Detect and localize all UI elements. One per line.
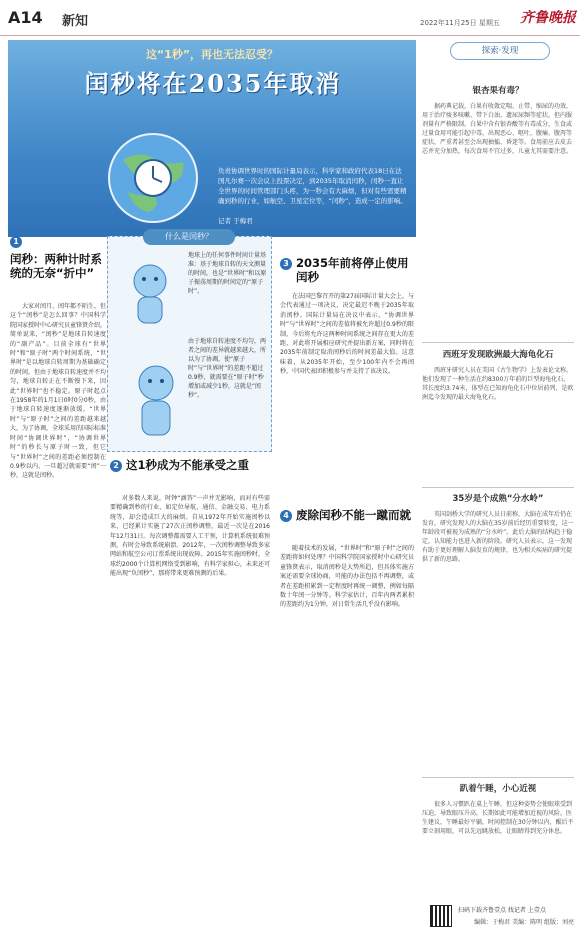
section-1-title: 闰秒：两种计时系统的无奈“折中” — [10, 252, 102, 280]
section-2-number: 2 — [110, 460, 122, 472]
brief-title-2: 西班牙发现欧洲最大海龟化石 — [442, 350, 554, 360]
section-4-number: 4 — [280, 510, 292, 522]
section-4-body: 随着技术的发展，“世界时”和“原子时”之间的差距将如何处理？中国科学院国家授时中心研究员童锋贤表示，取消闰秒是大势所趋，但具体实施方案还需要全球协商，可能的办法包括不再调整，或者在差距积累到一定程度时再统一调整，例如每隔数十年闰一分钟等。科学家估计，百年内两者累积的差距约为1分钟，对日常生活几乎没有影响。 — [280, 545, 414, 609]
reporter-byline: 记者 于梅君 — [218, 217, 253, 225]
box-label: 什么是闰秒？ — [143, 229, 235, 245]
qr-caption: 扫码下载齐鲁壹点 找记者 上壹点 — [458, 907, 546, 914]
box-text-1: 地球上的任何事件时间计量基准：基于地球自转的天文测量的时间，也是“世界时”和以原子振荡周期的时间定的“原子时”。 — [188, 252, 267, 295]
section-1-body: 大家对闰月、闰年都不陌生，但这个“闰秒”是怎么回事？中国科学院国家授时中心研究员童锋贤介绍，简单说来，“闰秒”是地球自转速度的“副产品”。目前全球有“世界时”和“原子时”两个时间系统，“世界时”是以地球自转周期为基础确定的时间，但由于地球自转速度并不均匀，地球自转正在不断慢下来，因此“世界时”也不稳定。原子时起点在1958年的1月1日0时0分0秒，由于地球自转速度逐渐放缓，“世界时”与“原子时”之间的差距越来越大，为了协调，全球采用的国际标准时间“协调世界时”，“协调世界时”的秒长与原子时一致，但它与“世界时”之间的差距必须控制在0.9秒以内，一旦超过就需要“闰”一秒，这就是闰秒。 — [10, 303, 106, 480]
brief-title-1: 银杏果有毒？ — [472, 86, 524, 96]
section-3-title: 2035年前将停止使用闰秒 — [296, 256, 409, 284]
summary-text: 负责协调世界时的国际计量局表示，科学家和政府代表18日在法国凡尔赛一次会议上投票决定，到2035年取消闰秒，闰秒一直让全世界的时间管理部门头疼，为一秒会有大麻烦，但对有些需要精确到秒的行业，如航空、卫星定位等，“闰秒”，造成一定的影响。 — [218, 167, 407, 205]
column-tab: 探索·发现 — [450, 42, 550, 60]
divider — [422, 487, 574, 488]
mascot-icon-2 — [126, 359, 186, 445]
brief-body-3: 英国剑桥大学的研究人员日前称，大脑在成年后仍在发育，研究发现人的大脑在35岁前后经历重要转变，这一年龄段可被视为成熟的“分水岭”。此后大脑的结构趋于稳定，认知能力也进入新的阶段。研究人员表示，这一发现有助于更好理解人脑发育的规律，也为相关疾病的研究提供了新的思路。 — [422, 511, 574, 563]
section-2-body: 对多数人来说，时钟“滴答”一声并无影响，而对有些需要精确到秒的行业，如定位导航、通信、金融交易、电力系统等，却会造成巨大的麻烦。自从1972年开始实施闰秒以来，已经累计实施了27次正闰秒调整，最近一次是在2016年12月31日。每次调整都需要人工干预，计算机系统很难预测，有时会导致系统崩溃。2012年，一次闰秒调整导致多家网站和航空公司订票系统出现故障。2015年实施闰秒时，全球约2000个计算机网络受到影响，有科学家担心，未来还可能出现“负闰秒”，那将带来更难预测的后果。 — [110, 495, 270, 578]
mascot-icon — [120, 259, 180, 331]
section-3-body: 在法国巴黎召开的第27届国际计量大会上，与会代表通过一项决议，决定最迟不晚于2035年取消闰秒。国际计量局在决议中表示，“协调世界时”与“世界时”之间的差值将被允许超过0.9秒的限制，今后将允许这两种时间系统之间存在更大的差距，对此将开展相应研究并提出新方案，同时将在2035年前制定取消闰秒后的时间差最大值。这意味着，从2035年开始，至少100年内不会再闰秒，中国代表团积极参与并支持了该决议。 — [280, 293, 414, 376]
section-3-number: 3 — [280, 258, 292, 270]
what-is-leap-second-box — [107, 232, 272, 452]
newspaper-logo: 齐鲁晚报 — [520, 10, 576, 26]
page-header — [0, 0, 580, 36]
divider — [422, 777, 574, 778]
brief-title-4: 趴着午睡，小心近视 — [459, 784, 537, 794]
issue-date: 2022年11月25日 星期五 — [420, 19, 500, 27]
editor-credits: 编辑：于梅君 美编：陈明 组版：刘亮 — [474, 919, 574, 926]
brief-title-3: 35岁是个成熟“分水岭” — [452, 494, 544, 504]
divider — [422, 342, 574, 343]
section-2-title: 这1秒成为不能承受之重 — [126, 458, 250, 472]
globe-clock-illustration — [98, 120, 213, 230]
section-1-number: 1 — [10, 236, 22, 248]
kicker: 这“1秒”，再也无法忍受？ — [145, 48, 279, 61]
page-number: A14 — [8, 8, 43, 27]
section-4-title: 废除闰秒不能一蹴而就 — [296, 508, 411, 522]
qr-code-icon[interactable] — [430, 905, 452, 927]
right-column — [420, 40, 576, 933]
brief-body-4: 很多人习惯趴在桌上午睡，但这种姿势会使眼球受到压迫，导致眼压升高，长期如此可能增加近视的风险。医生建议，午睡最好平躺，时间控制在30分钟以内，醒后不要立刻用眼，可以先远眺放松，让眼睛得到充分休息。 — [422, 801, 574, 835]
brief-body-1: 据药典记载，白果有收敛定喘、止带、缩尿的功效，用于治疗痰多咳嗽、带下白浊、遗尿尿频等症状，但内服剂量有严格限制。白果中含有银杏酸等有毒成分，生食或过量食用可能引起中毒，出现恶心、呕吐、腹痛、腹泻等症状，严重者甚至会出现抽搐、昏迷等。食用前应去皮去芯并充分加热，每次食用不宜过多，儿童尤其需要注意。 — [422, 103, 573, 155]
section-name: 新知 — [62, 14, 89, 29]
brief-body-2: 西班牙研究人员在美国《古生物学》上发表论文称，他们发现了一种生活在约8300万年前的巨型海龟化石，其长度约3.74米，体型在已知海龟化石中位居前列，是欧洲迄今发现的最大海龟化石。 — [422, 367, 574, 401]
box-text-2: 由于地球自转速度不均匀，两者之间的差异就越来越大，所以为了协调，使“原子时”与“世界时”的差距不超过0.9秒，就需要在“原子时”秒增加或减少1秒，这就是“闰秒”。 — [188, 338, 267, 399]
main-headline: 闰秒将在2035年取消 — [84, 69, 342, 98]
headline-banner — [8, 40, 416, 237]
